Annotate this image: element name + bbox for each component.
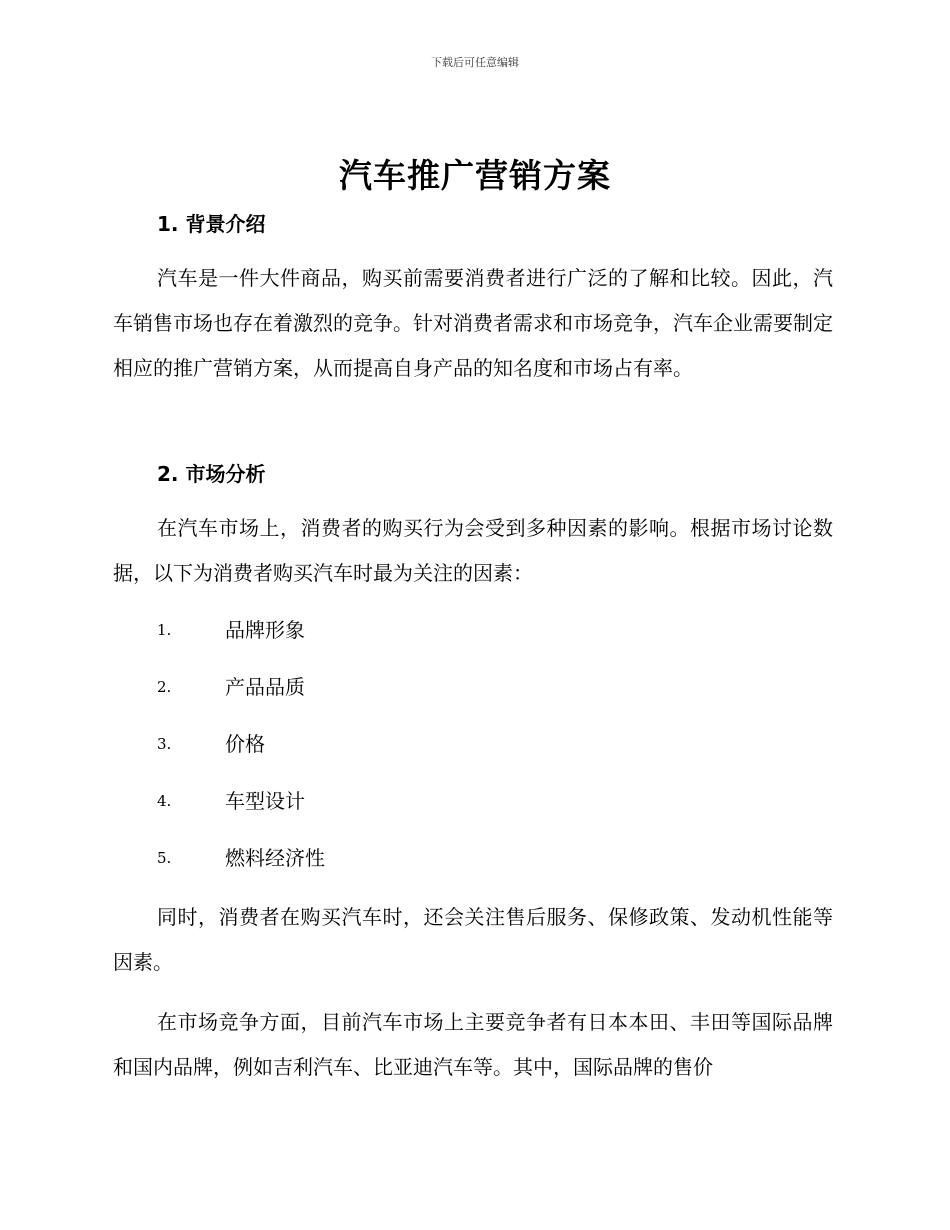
list-item-number: 5. <box>157 849 172 867</box>
list-item-number: 2. <box>157 678 172 696</box>
section-heading-market-analysis: 2. 市场分析 <box>157 462 266 486</box>
list-item-text: 产品品质 <box>225 675 305 699</box>
list-item-number: 3. <box>157 735 172 753</box>
section-heading-background: 1. 背景介绍 <box>157 212 266 236</box>
list-item-number: 1. <box>157 621 172 639</box>
paragraph-market-intro: 在汽车市场上，消费者的购买行为会受到多种因素的影响。根据市场讨论数据，以下为消费者购买汽车时最为关注的因素： <box>113 516 833 585</box>
list-item-text: 燃料经济性 <box>225 846 325 870</box>
list-item-text: 价格 <box>225 732 265 756</box>
paragraph-competition: 在市场竞争方面，目前汽车市场上主要竞争者有日本本田、丰田等国际品牌和国内品牌，例如吉利汽车、比亚迪汽车等。其中，国际品牌的售价 <box>113 1010 833 1079</box>
list-item-text: 品牌形象 <box>225 618 305 642</box>
list-item-number: 4. <box>157 792 172 810</box>
paragraph-background: 汽车是一件大件商品，购买前需要消费者进行广泛的了解和比较。因此，汽车销售市场也存在着激烈的竞争。针对消费者需求和市场竞争，汽车企业需要制定相应的推广营销方案，从而提高自身产品的知名度和市场占有率。 <box>113 266 833 380</box>
list-item-text: 车型设计 <box>225 789 305 813</box>
page-header-note: 下载后可任意编辑 <box>431 56 519 69</box>
document-title: 汽车推广营销方案 <box>339 156 611 195</box>
paragraph-other-factors: 同时，消费者在购买汽车时，还会关注售后服务、保修政策、发动机性能等因素。 <box>113 905 833 974</box>
